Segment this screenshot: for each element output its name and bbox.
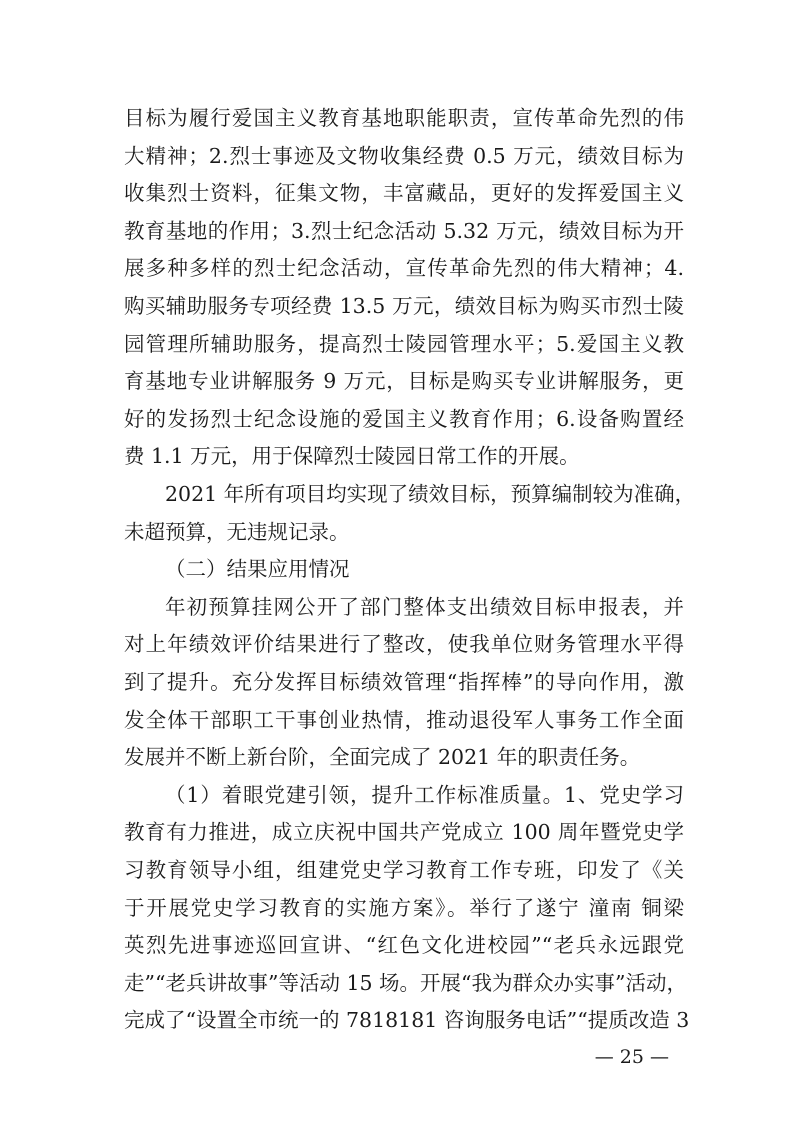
text-line: 目标为履行爱国主义教育基地职能职责，宣传革命先烈的伟 (124, 106, 684, 130)
text-line: 园管理所辅助服务，提高烈士陵园管理水平；5.爱国主义教 (124, 332, 684, 356)
text-line: 英烈先进事迹巡回宣讲、“红色文化进校园”“老兵永远跟党 (124, 933, 684, 957)
text-line: 展多种多样的烈士纪念活动，宣传革命先烈的伟大精神；4. (124, 256, 684, 280)
text-line: 购买辅助服务专项经费 13.5 万元，绩效目标为购买市烈士陵 (124, 294, 684, 318)
text-line: 收集烈士资料，征集文物，丰富藏品，更好的发挥爱国主义 (124, 181, 684, 205)
text-line: 未超预算，无违规记录。 (124, 520, 350, 544)
text-line: 教育基地的作用；3.烈士纪念活动 5.32 万元，绩效目标为开 (124, 219, 684, 243)
text-line: 好的发扬烈士纪念设施的爱国主义教育作用；6.设备购置经 (124, 407, 684, 431)
text-line: 发全体干部职工干事创业热情，推动退役军人事务工作全面 (124, 708, 684, 732)
text-line: 育基地专业讲解服务 9 万元，目标是购买专业讲解服务，更 (124, 369, 684, 393)
page-number: — 25 — (594, 1046, 669, 1068)
text-line: 对上年绩效评价结果进行了整改，使我单位财务管理水平得 (124, 632, 684, 656)
text-line: （二）结果应用情况 (165, 557, 350, 581)
text-line: 年初预算挂网公开了部门整体支出绩效目标申报表，并 (165, 595, 684, 619)
text-line: 于开展党史学习教育的实施方案》。举行了遂宁 潼南 铜梁 (124, 896, 684, 920)
text-line: 完成了“设置全市统一的 7818181 咨询服务电话”“提质改造 3 (124, 1008, 690, 1032)
text-line: （1）着眼党建引领，提升工作标准质量。1、党史学习 (165, 783, 684, 807)
text-line: 到了提升。充分发挥目标绩效管理“指挥棒”的导向作用，激 (124, 670, 684, 694)
text-line: 习教育领导小组，组建党史学习教育工作专班，印发了《关 (124, 858, 684, 882)
text-line: 费 1.1 万元，用于保障烈士陵园日常工作的开展。 (124, 444, 580, 468)
text-line: 教育有力推进，成立庆祝中国共产党成立 100 周年暨党史学 (124, 820, 684, 844)
text-line: 走”“老兵讲故事”等活动 15 场。开展“我为群众办实事”活动， (124, 971, 688, 995)
text-line: 2021 年所有项目均实现了绩效目标，预算编制较为准确， (165, 482, 696, 506)
text-line: 发展并不断上新台阶，全面完成了 2021 年的职责任务。 (124, 745, 641, 769)
text-line: 大精神；2.烈士事迹及文物收集经费 0.5 万元，绩效目标为 (124, 144, 684, 168)
